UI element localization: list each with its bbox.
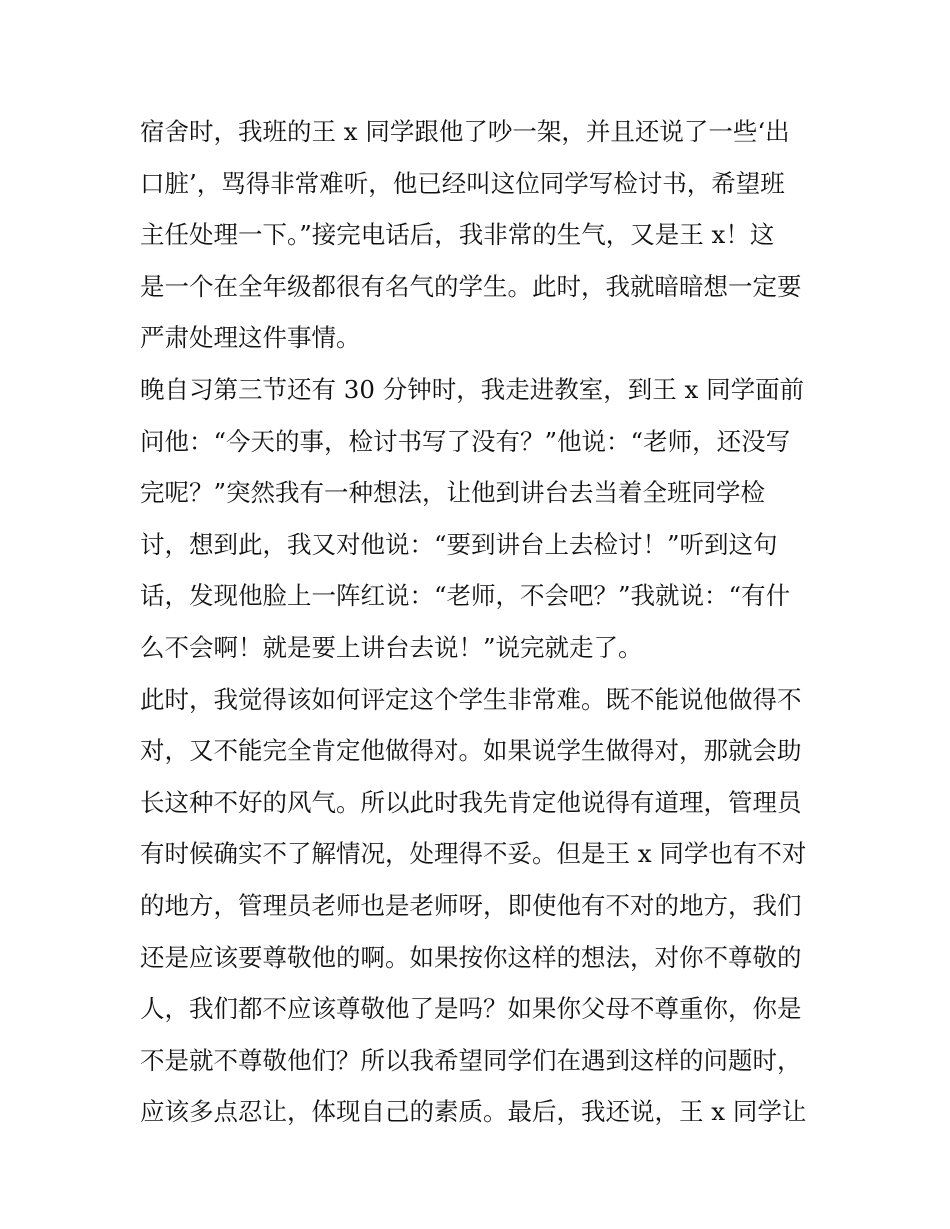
text-line: 讨，想到此，我又对他说：“要到讲台上去检讨！”听到这句 — [140, 529, 778, 559]
text-line: 还是应该要尊敬他的啊。如果按你这样的想法，对你不尊敬的 — [140, 942, 802, 972]
text-line: 完呢？”突然我有一种想法，让他到讲台去当着全班同学检 — [140, 478, 766, 508]
text-line: 的地方，管理员老师也是老师呀，即使他有不对的地方，我们 — [140, 890, 802, 920]
text-line: 不是就不尊敬他们？所以我希望同学们在遇到这样的问题时， — [140, 1045, 802, 1075]
text-line: 此时，我觉得该如何评定这个学生非常难。既不能说他做得不 — [140, 684, 802, 714]
text-line: 应该多点忍让，体现自己的素质。最后，我还说，王 x 同学让 — [140, 1097, 807, 1127]
text-line: 么不会啊！就是要上讲台去说！”说完就走了。 — [140, 632, 643, 662]
text-line: 口脏’，骂得非常难听，他已经叫这位同学写检讨书，希望班 — [140, 168, 785, 198]
text-line: 问他：“今天的事，检讨书写了没有？”他说：“老师，还没写 — [140, 426, 791, 456]
text-line: 对，又不能完全肯定他做得对。如果说学生做得对，那就会助 — [140, 736, 802, 766]
text-line: 有时候确实不了解情况，处理得不妥。但是王 x 同学也有不对 — [140, 839, 807, 869]
text-line: 晚自习第三节还有 30 分钟时，我走进教室，到王 x 同学面前 — [140, 374, 805, 404]
text-line: 长这种不好的风气。所以此时我先肯定他说得有道理，管理员 — [140, 787, 802, 817]
text-line: 主任处理一下。”接完电话后，我非常的生气，又是王 x！这 — [140, 220, 775, 250]
text-line: 人，我们都不应该尊敬他了是吗？如果你父母不尊重你，你是 — [140, 994, 802, 1024]
text-line: 是一个在全年级都很有名气的学生。此时，我就暗暗想一定要 — [140, 271, 802, 301]
body-text — [140, 106, 820, 1138]
text-line: 话，发现他脸上一阵红说：“老师，不会吧？”我就说：“有什 — [140, 581, 791, 611]
text-line: 严肃处理这件事情。 — [140, 323, 361, 353]
text-line: 宿舍时，我班的王 x 同学跟他了吵一架，并且还说了一些‘出 — [140, 117, 790, 146]
